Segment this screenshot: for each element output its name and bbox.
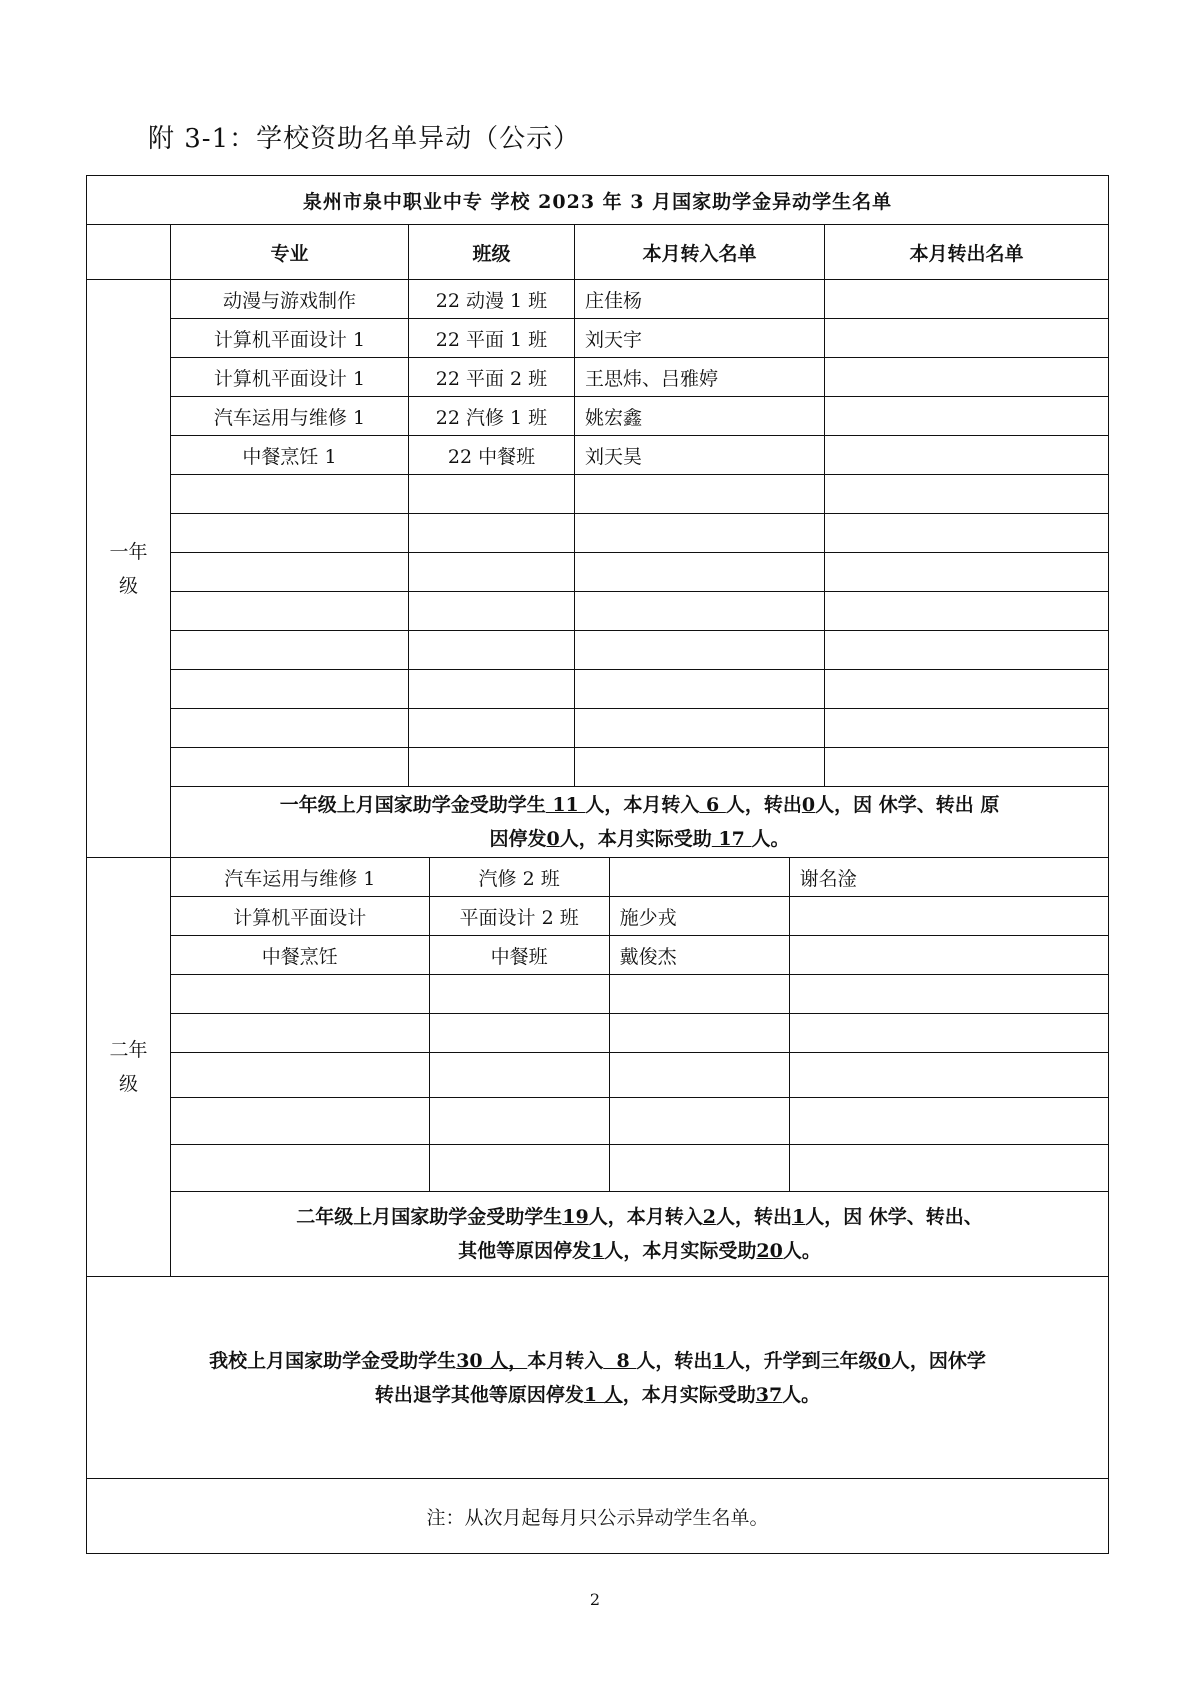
g1-row2-out: [825, 319, 1109, 358]
summary-text: 人，本月转入: [588, 1206, 703, 1228]
g2-empty-cell: [429, 1098, 609, 1145]
summary-text: 人，转出: [715, 1206, 792, 1228]
summary-value: 20: [756, 1240, 783, 1262]
g2-empty-cell: [171, 1145, 429, 1192]
g1-empty-cell: [575, 514, 825, 553]
grade2-subtable: [171, 858, 1108, 1191]
g1-empty-cell: [575, 475, 825, 514]
table-caption: 泉州市泉中职业中专 学校 2023 年 3 月国家助学金异动学生名单: [87, 176, 1109, 225]
g2-row1-class: 汽修 2 班: [429, 858, 609, 897]
g1-empty-cell: [409, 592, 575, 631]
summary-value: 1 人: [583, 1383, 623, 1406]
g2-row2-out: [789, 897, 1108, 936]
g1-row5-major: 中餐烹饪 1: [171, 436, 409, 475]
g1-empty-cell: [575, 553, 825, 592]
summary-text: ，本月实际受助: [622, 1383, 756, 1406]
g1-empty-cell: [171, 631, 409, 670]
summary-text: 人，本月实际受助: [559, 828, 712, 850]
g2-row3-class: 中餐班: [429, 936, 609, 975]
g1-empty-cell: [575, 592, 825, 631]
g1-empty-cell: [575, 631, 825, 670]
g2-empty-cell: [429, 1053, 609, 1098]
summary-value: 1: [712, 1349, 726, 1372]
summary-value: 0: [546, 828, 560, 850]
g1-empty-cell: [575, 670, 825, 709]
grade2-summary: [171, 1192, 1109, 1277]
g1-row3-out: [825, 358, 1109, 397]
g1-empty-cell: [409, 631, 575, 670]
g2-empty-cell: [429, 1145, 609, 1192]
g1-row4-in: 姚宏鑫: [575, 397, 825, 436]
g2-row3-out: [789, 936, 1108, 975]
summary-text: 人。: [751, 828, 790, 850]
g1-row1-in: 庄佳杨: [575, 280, 825, 319]
g2-row1-in: [609, 858, 789, 897]
header-major: 专业: [171, 225, 409, 280]
g2-empty-cell: [171, 1053, 429, 1098]
grade2-label: [87, 858, 171, 1277]
g2-empty-cell: [429, 975, 609, 1014]
g1-empty-cell: [825, 553, 1109, 592]
summary-text: 人，转出: [725, 794, 802, 816]
summary-text: 人，升学到三年级: [725, 1349, 878, 1372]
grade1-label-line2: 级: [118, 574, 138, 597]
g1-empty-cell: [409, 553, 575, 592]
summary-value: 2: [702, 1206, 716, 1228]
g1-row1-major: 动漫与游戏制作: [171, 280, 409, 319]
summary-text: 转出退学其他等原因停发: [374, 1383, 584, 1406]
summary-value: 1: [591, 1240, 605, 1262]
g2-empty-cell: [609, 975, 789, 1014]
g2-row2-in: 施少戎: [609, 897, 789, 936]
g1-empty-cell: [409, 709, 575, 748]
g1-row2-in: 刘天宇: [575, 319, 825, 358]
summary-value: 0: [877, 1349, 891, 1372]
g1-row1-class: 22 动漫 1 班: [409, 280, 575, 319]
summary-text: 人，本月转入: [585, 794, 700, 816]
g2-row2-class: 平面设计 2 班: [429, 897, 609, 936]
g1-row4-out: [825, 397, 1109, 436]
subsidy-change-table: [86, 175, 1109, 1554]
g1-row5-out: [825, 436, 1109, 475]
summary-value: 0: [801, 794, 816, 816]
g2-empty-cell: [609, 1053, 789, 1098]
g1-row2-class: 22 平面 1 班: [409, 319, 575, 358]
note: 注：从次月起每月只公示异动学生名单。: [87, 1479, 1109, 1554]
summary-text: 二年级上月国家助学金受助学生: [296, 1206, 563, 1228]
g1-empty-cell: [171, 475, 409, 514]
g2-empty-cell: [171, 1014, 429, 1053]
summary-value: 8: [603, 1349, 637, 1372]
g2-empty-cell: [789, 1014, 1108, 1053]
g1-empty-cell: [825, 670, 1109, 709]
g1-empty-cell: [171, 592, 409, 631]
summary-text: 本月转入: [527, 1349, 604, 1372]
g1-empty-cell: [409, 475, 575, 514]
school-summary: [87, 1277, 1109, 1479]
summary-text: 人。: [782, 1240, 821, 1262]
g2-empty-cell: [789, 975, 1108, 1014]
header-transfer-out: 本月转出名单: [825, 225, 1109, 280]
grade2-rows-container: [171, 858, 1109, 1192]
document-title: 附 3-1：学校资助名单异动（公示）: [148, 124, 581, 154]
grade1-summary: [171, 787, 1109, 858]
summary-value: 19: [562, 1206, 589, 1228]
summary-text: 其他等原因停发: [458, 1240, 592, 1262]
grade2-label-line2: 级: [118, 1073, 138, 1095]
g1-row4-major: 汽车运用与维修 1: [171, 397, 409, 436]
g1-row2-major: 计算机平面设计 1: [171, 319, 409, 358]
summary-text: 人，因 休学、转出、: [805, 1206, 983, 1228]
g1-row1-out: [825, 280, 1109, 319]
g2-row1-out: 谢名淦: [789, 858, 1108, 897]
summary-text: 我校上月国家助学金受助学生: [209, 1349, 457, 1372]
g1-empty-cell: [825, 514, 1109, 553]
g2-empty-cell: [609, 1014, 789, 1053]
g2-empty-cell: [171, 975, 429, 1014]
summary-text: 人，因 休学、转出 原: [815, 794, 1000, 816]
g2-empty-cell: [609, 1098, 789, 1145]
grade1-label: [87, 280, 171, 858]
summary-text: 因停发: [489, 828, 547, 850]
g2-empty-cell: [789, 1145, 1108, 1192]
summary-value: 1: [791, 1206, 806, 1228]
g1-row3-major: 计算机平面设计 1: [171, 358, 409, 397]
grade2-label-line1: 二年: [109, 1039, 148, 1061]
g2-empty-cell: [789, 1098, 1108, 1145]
g1-empty-cell: [575, 709, 825, 748]
g1-empty-cell: [171, 514, 409, 553]
g1-empty-cell: [409, 670, 575, 709]
g2-row2-major: 计算机平面设计: [171, 897, 429, 936]
g1-empty-cell: [825, 592, 1109, 631]
g1-empty-cell: [825, 475, 1109, 514]
summary-text: 人，转出: [636, 1349, 713, 1372]
grade1-label-line1: 一年: [109, 540, 148, 563]
g1-row3-class: 22 平面 2 班: [409, 358, 575, 397]
g1-row4-class: 22 汽修 1 班: [409, 397, 575, 436]
g2-empty-cell: [429, 1014, 609, 1053]
g1-empty-cell: [825, 631, 1109, 670]
g1-empty-cell: [825, 748, 1109, 787]
summary-text: 一年级上月国家助学金受助学生: [279, 794, 546, 816]
summary-value: 37: [755, 1383, 783, 1406]
g1-empty-cell: [409, 514, 575, 553]
g1-row5-class: 22 中餐班: [409, 436, 575, 475]
g1-empty-cell: [575, 748, 825, 787]
header-class: 班级: [409, 225, 575, 280]
g1-row5-in: 刘天昊: [575, 436, 825, 475]
g2-empty-cell: [171, 1098, 429, 1145]
g2-empty-cell: [789, 1053, 1108, 1098]
page-number: 2: [589, 1590, 601, 1609]
g1-empty-cell: [171, 553, 409, 592]
summary-value: 30 人，: [456, 1349, 528, 1372]
g2-row3-in: 戴俊杰: [609, 936, 789, 975]
g2-row3-major: 中餐烹饪: [171, 936, 429, 975]
g1-empty-cell: [171, 670, 409, 709]
g1-empty-cell: [409, 748, 575, 787]
header-transfer-in: 本月转入名单: [575, 225, 825, 280]
g2-empty-cell: [609, 1145, 789, 1192]
g1-row3-in: 王思炜、吕雅婷: [575, 358, 825, 397]
summary-text: 人。: [782, 1383, 821, 1406]
header-blank: [87, 225, 171, 280]
summary-value: 6: [699, 794, 726, 816]
g1-empty-cell: [171, 748, 409, 787]
summary-text: 人，本月实际受助: [604, 1240, 757, 1262]
g2-row1-major: 汽车运用与维修 1: [171, 858, 429, 897]
g1-empty-cell: [171, 709, 409, 748]
summary-text: 人，因休学: [890, 1349, 986, 1372]
g1-empty-cell: [825, 709, 1109, 748]
summary-value: 17: [711, 828, 752, 850]
summary-value: 11: [545, 794, 586, 816]
